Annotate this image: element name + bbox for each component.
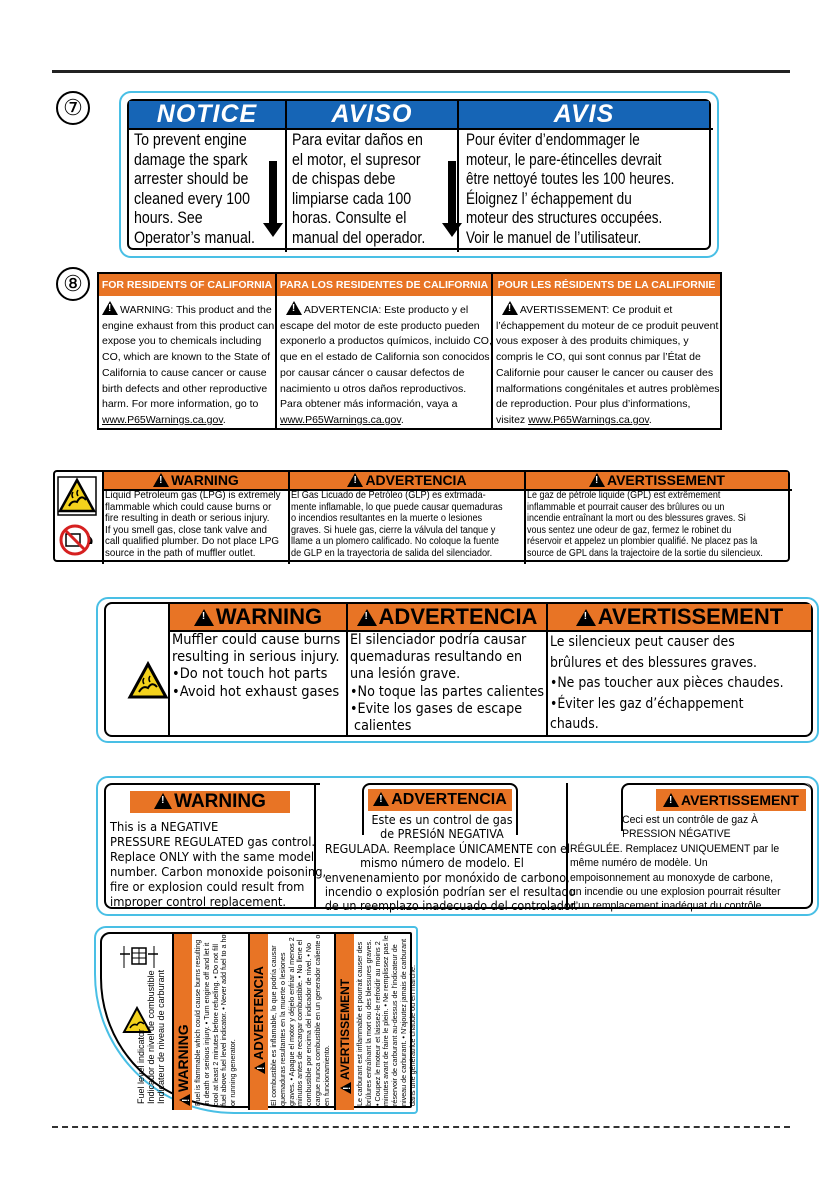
gas-control-head-es: !ADVERTENCIA <box>368 789 512 811</box>
arrow-down-icon-head <box>442 223 462 237</box>
fuel-head-es: !ADVERTENCIA <box>251 966 267 1074</box>
arrow-down-icon <box>448 161 456 225</box>
muffler-head-fr: ! AVERTISSEMENT <box>548 604 811 630</box>
california-panel <box>97 272 722 430</box>
california-text-fr: !AVERTISSEMENT: Ce produit et l’échappement du moteur de ce produit peuvent vous exposer à des produits chimiques, y compris le CO, qui sont connus par l’État de Californie pour causer le cancer ou causer des malformations congénitales et autres problèmes de reproduction. Pour plus d’informations, visitez www.P65Warnings.ca.gov. <box>496 301 720 429</box>
gas-control-panel-es <box>314 783 578 914</box>
notice-text-es: Para evitar daños en el motor, el supresor de chispas debe limpiarse cada 100 horas. Consulte el manual del operador. <box>292 131 426 247</box>
warning-triangle-icon <box>153 473 169 487</box>
hot-surface-icon <box>128 662 168 700</box>
warning-triangle-icon <box>154 793 172 809</box>
gas-control-panel-en <box>104 783 327 909</box>
lpg-head-en: !WARNING <box>104 472 288 489</box>
label-number-8: ⑧ <box>56 267 90 301</box>
fuel-text-es: El combustible es inflamable, lo que podría causar quemaduras resultantes en la muerte o lesiones graves. • Apague el motor y déjelo enfriar al menos 2 minutos antes de recargar combustible. • No llene el combustible por encima del indicador de nivel. • No cargue nunca combustible en un generador caliente o en funcionamiento. <box>269 934 331 1106</box>
muffler-text-fr: Le silencieux peut causer des brûlures et des blessures graves. •Ne pas toucher aux pièces chaudes. •Éviter les gaz d’échappement chauds. <box>550 634 784 732</box>
warning-triangle-icon <box>194 609 214 626</box>
warning-triangle-icon <box>347 473 363 487</box>
p65-link[interactable]: www.P65Warnings.ca.gov <box>102 413 223 426</box>
california-text-es: !ADVERTENCIA: Este producto y el escape del motor de este producto pueden exponerlo a productos químicos, incluido CO, que en el estado de California son conocidos por causar cáncer o causar defectos de nacimiento u otros daños reproductivos. Para obtener más información, vaya a www.P65Warnings.ca.gov. <box>280 301 492 429</box>
fuel-warning-frame <box>94 926 418 1114</box>
fuel-text-en: Fuel is flammable which could cause burns resulting in death or serious injury. • Turn engine off and let it cool at least 2 minutes before refueling. • Do not fill fuel above fuel level indicator. • Never add fuel to a hot or running generator. <box>193 932 238 1106</box>
muffler-head-es: ! ADVERTENCIA <box>348 604 546 630</box>
lpg-head-fr: ! AVERTISSEMENT <box>526 472 788 489</box>
fuel-head-fr: ! AVERTISSEMENT <box>337 979 353 1094</box>
warning-triangle-icon <box>502 301 518 315</box>
fuel-head-en: ! WARNING <box>175 1024 191 1106</box>
gas-control-head-en: !WARNING <box>130 791 290 813</box>
warning-triangle-icon <box>179 1094 190 1106</box>
notice-text-fr: Pour éviter d’endommager le moteur, le pare-étincelles devrait être nettoyé toutes les 100 heures. Éloignez l’ échappement du moteur des structures occupées. Voir le manuel de l’utilisateur. <box>466 131 675 247</box>
fuel-gauge-icon <box>118 940 160 974</box>
lpg-head-es: ! ADVERTENCIA <box>290 472 524 489</box>
gas-control-head-fr: !AVERTISSEMENT <box>656 789 806 811</box>
california-head-fr: POUR LES RÉSIDENTS DE LA CALIFORNIE <box>493 274 720 296</box>
lpg-text-es: El Gas Licuado de Petróleo (GLP) es extrmada- mente inflamable, lo que puede causar quemaduras o incendios resultantes en la muerte o lesiones graves. Si huele gas, cierre la válvula del tanque y llame a un plomero calificado. No coloque la fuente de GLP en la trayectoria de salida del silenciador. <box>291 490 503 559</box>
hot-surface-icon <box>57 476 97 516</box>
bottom-cut-line <box>52 1126 790 1128</box>
notice-head-fr: AVIS <box>459 101 709 128</box>
gas-control-panel-fr <box>566 783 813 913</box>
warning-triangle-icon <box>589 473 605 487</box>
lpg-warning-label <box>53 470 790 562</box>
warning-triangle-icon <box>102 301 118 315</box>
arrow-down-icon <box>269 161 277 225</box>
notice-label <box>119 91 719 258</box>
warning-triangle-icon <box>663 793 679 807</box>
california-head-es: PARA LOS RESIDENTES DE CALIFORNIA <box>277 274 491 296</box>
p65-link[interactable]: www.P65Warnings.ca.gov <box>280 413 401 426</box>
gas-control-text-es: Este es un control de gas de PRESIóN NEGATIVA REGULADA. Reemplace ÚNICAMENTE con el mismo número de modelo. El envenenamiento por monóxido de carbono, incendio o explosión podrían ser el resultado de un reemplazo inadecuado del controlador. <box>324 813 578 914</box>
no-lpg-icon <box>57 522 97 558</box>
lpg-text-fr: Le gaz de pétrole liquide (GPL) est extrêmement inflammable et pourrait causer des brûlures ou un incendie entraînant la mort ou des blessures graves. Si vous sentez une odeur de gaz, fermez le robinet du réservoir et appelez un plombier qualifié. Ne placez pas la source de GPL dans la trajectoire de la sortie du silencieux. <box>527 490 763 559</box>
california-text-en: !WARNING: This product and the engine exhaust from this product can expose you to chemicals including CO, which are known to the State of California to cause cancer or cause birth defects and other reproductive harm. For more information, go to www.P65Warnings.ca.gov. <box>102 301 274 429</box>
warning-triangle-icon <box>286 301 302 315</box>
warning-triangle-icon <box>373 792 389 806</box>
label-number-7: ⑦ <box>56 91 90 125</box>
gas-control-text-fr: Ceci est un contrôle de gaz À PRESSION NÉGATIVE RÉGULÉE. Remplacez UNIQUEMENT par le même numéro de modèle. Un empoisonnement au monoxyde de carbone, un incendie ou une explosion pourrait résulter d’un remplacement inadéquat du contrôle. <box>570 814 781 913</box>
notice-panel <box>127 99 711 250</box>
fuel-warning-panel <box>100 932 417 1108</box>
p65-link[interactable]: www.P65Warnings.ca.gov <box>528 413 649 426</box>
top-divider <box>52 70 790 73</box>
muffler-text-en: Muffler could cause burns resulting in serious injury. •Do not touch hot parts •Avoid hot exhaust gases <box>172 632 341 700</box>
notice-head-es: AVISO <box>287 101 457 128</box>
muffler-warning-label <box>104 602 813 737</box>
gas-control-text-en: This is a NEGATIVE PRESSURE REGULATED gas control. Replace ONLY with the same model number. Carbon monoxide poisoning, fire or explosion could result from improper control replacement. <box>110 819 327 909</box>
fuel-indicator-text: Fuel level indicator Indicador de nivel de combustible Indicateur de niveau de carburant <box>136 969 166 1104</box>
warning-triangle-icon <box>254 1062 265 1074</box>
muffler-text-es: El silenciador podría causar quemaduras resultando en una lesión grave. •No toque las partes calientes •Evite los gases de escape calientes <box>350 632 544 735</box>
notice-text-en: To prevent engine damage the spark arrester should be cleaned every 100 hours. See Operator’s manual. <box>134 131 255 247</box>
muffler-head-en: !WARNING <box>170 604 346 630</box>
lpg-text-en: Liquid Petroleum gas (LPG) is extremely flammable which could cause burns or fire resulting in death or serious injury. If you smell gas, close tank valve and call qualified plumber. Do not place LPG source in the path of muffler outlet. <box>105 490 281 559</box>
warning-triangle-icon <box>576 609 596 626</box>
california-head-en: FOR RESIDENTS OF CALIFORNIA <box>99 274 275 296</box>
notice-head-en: NOTICE <box>129 101 285 128</box>
arrow-down-icon-head <box>263 223 283 237</box>
warning-triangle-icon <box>357 609 377 626</box>
fuel-text-fr: Le carburant est inflammable et pourrait causer des brûlures entraînant la mort ou des blessures graves. • Coupez le moteur et laissez-le refroidir au moins 2 minutes avant de faire le plein. • Ne remplissez pas le réservoir de carburant au-dessus de l’indicateur de niveau de carburant. • N’ajoutez jamais de carburant dans une génératrice chaude ou en marche. <box>355 935 417 1106</box>
warning-triangle-icon <box>340 1082 351 1094</box>
